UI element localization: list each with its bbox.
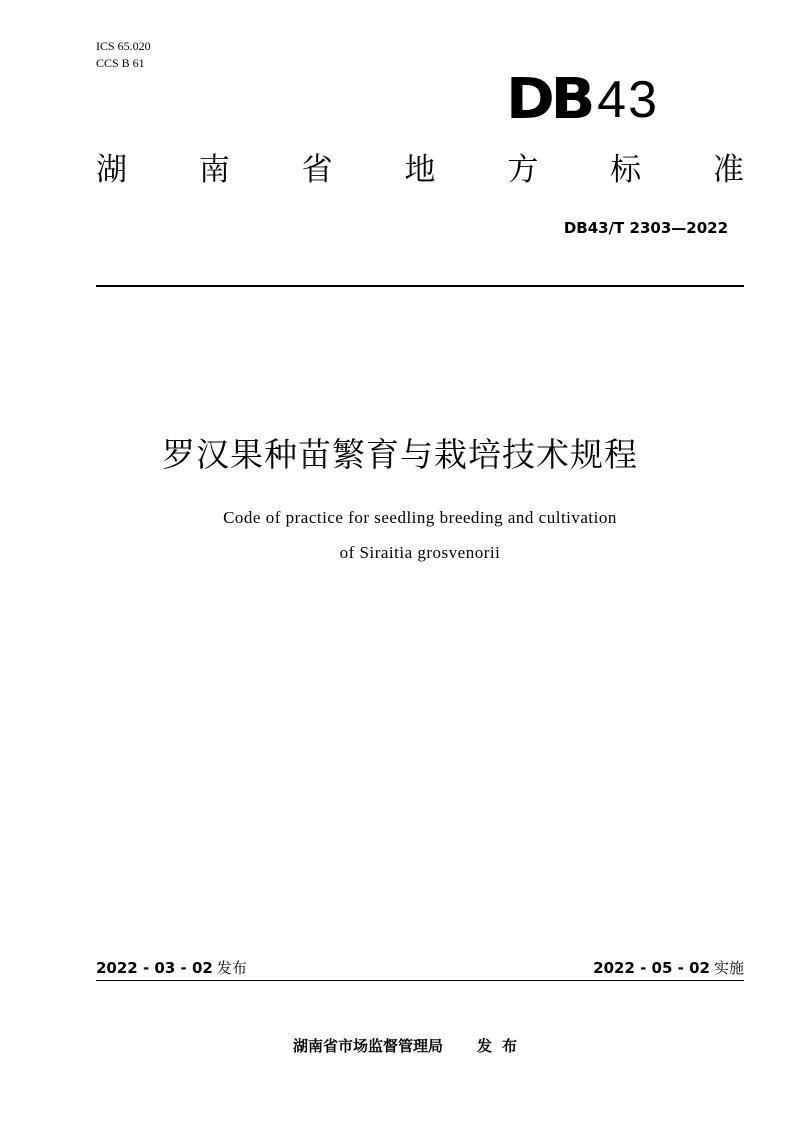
issue-info xyxy=(96,957,247,980)
top-divider xyxy=(96,285,744,287)
db-logo xyxy=(506,67,660,132)
category-char: 省 xyxy=(301,152,333,188)
province-code: 43 xyxy=(597,71,660,129)
category-char: 准 xyxy=(712,152,744,188)
ics-code: ICS 65.020 xyxy=(96,39,151,53)
publisher-line xyxy=(0,1035,800,1057)
standard-category xyxy=(96,150,744,190)
publisher-name: 湖南省市场监督管理局 xyxy=(292,1037,443,1055)
standard-number: DB43/T 2303—2022 xyxy=(563,219,728,237)
document-title: 罗汉果种苗繁育与栽培技术规程 xyxy=(162,435,638,474)
implement-date: 2022 - 05 - 02 xyxy=(593,959,710,977)
category-char: 方 xyxy=(507,152,539,188)
category-char: 湖 xyxy=(96,152,127,188)
ccs-code: CCS B 61 xyxy=(96,56,145,70)
bottom-divider xyxy=(96,980,744,981)
category-char: 标 xyxy=(610,152,642,188)
english-title-line-2: of Siraitia grosvenorii xyxy=(339,543,501,562)
implement-info xyxy=(593,957,744,980)
publisher-action: 发布 xyxy=(477,1037,528,1055)
english-title-line-1: Code of practice for seedling breeding and cultivation xyxy=(223,508,617,527)
date-row xyxy=(96,957,744,979)
issue-date: 2022 - 03 - 02 xyxy=(96,959,213,977)
classification-codes xyxy=(96,38,151,72)
category-char: 南 xyxy=(198,152,230,188)
issue-label: 发布 xyxy=(216,959,247,977)
implement-label: 实施 xyxy=(713,959,744,977)
db-mark: DB xyxy=(506,67,592,132)
category-char: 地 xyxy=(404,152,436,188)
